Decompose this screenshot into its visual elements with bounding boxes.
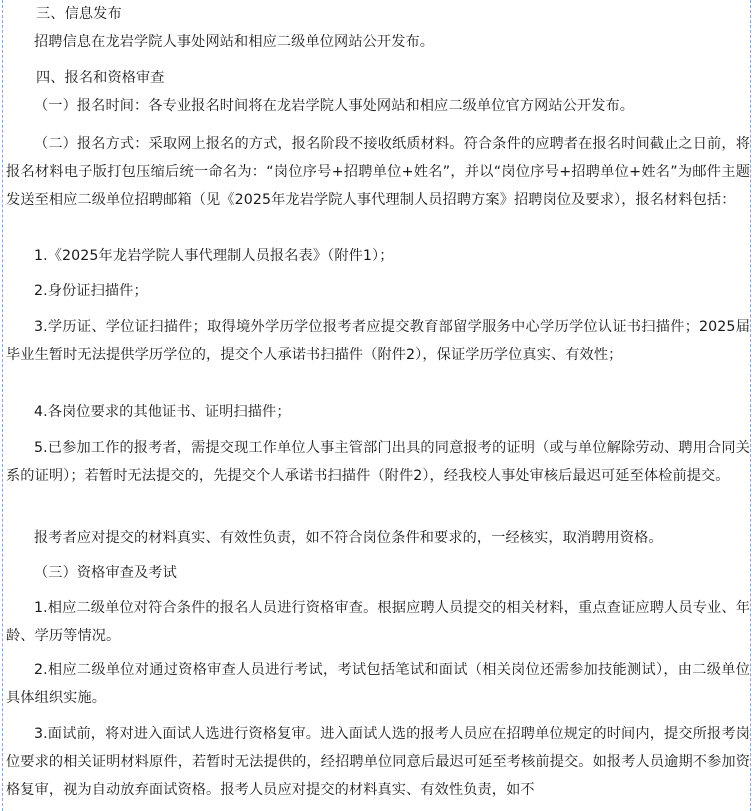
exam-item-2: 2.相应二级单位对通过资格审查人员进行考试，考试包括笔试和面试（相关岗位还需参加技能测试），由二级单位具体组织实施。	[6, 662, 750, 706]
material-item-5: 5.已参加工作的报考者，需提交现工作单位人事主管部门出具的同意报考的证明（或与单位解除劳动、聘用合同关系的证明）；若暂时无法提交的，先提交个人承诺书扫描件（附件2），经我校人事处审核后最迟可延至体检前提交。	[6, 440, 750, 484]
table-border-left	[2, 0, 3, 811]
material-item-4: 4.各岗位要求的其他证书、证明扫描件；	[34, 404, 291, 420]
table-border-right	[750, 0, 751, 811]
review-exam-heading: （三）资格审查及考试	[34, 565, 177, 581]
exam-item-1: 1.相应二级单位对符合条件的报名人员进行资格审查。根据应聘人员提交的相关材料，重点查证应聘人员专业、年龄、学历等情况。	[6, 600, 750, 644]
section3-heading: 三、信息发布	[36, 6, 122, 22]
registration-method: （二）报名方式：采取网上报名的方式，报名阶段不接收纸质材料。符合条件的应聘者在报名时间截止之日前，将报名材料电子版打包压缩后统一命名为：“岗位序号+招聘单位+姓名”，并以“岗位序号+招聘单位+姓名”为邮件主题发送至相应二级单位招聘邮箱（见《2025年龙岩学院人事代理制人员招聘方案》招聘岗位及要求），报名材料包括：	[6, 136, 750, 208]
exam-item-3: 3.面试前，将对进入面试人选进行资格复审。进入面试人选的报考人员应在招聘单位规定的时间内，提交所报考岗位要求的相关证明材料原件，若暂时无法提供的，经招聘单位同意后最迟可延至考核前提交。如报考人员逾期不参加资格复审，视为自动放弃面试资格。报考人员应对提交的材料真实、有效性负责，如不	[6, 726, 750, 798]
material-item-2: 2.身份证扫描件；	[34, 283, 148, 299]
registration-time: （一）报名时间：各专业报名时间将在龙岩学院人事处网站和相应二级单位官方网站公开发布。	[34, 98, 635, 114]
material-item-3: 3.学历证、学位证扫描件；取得境外学历学位报考者应提交教育部留学服务中心学历学位认证书扫描件；2025届毕业生暂时无法提供学历学位的，提交个人承诺书扫描件（附件2），保证学历学位真实、有效性；	[6, 319, 750, 363]
section4-heading: 四、报名和资格审查	[36, 70, 165, 86]
material-item-1: 1.《2025年龙岩学院人事代理制人员报名表》（附件1）；	[34, 248, 394, 264]
applicant-note: 报考者应对提交的材料真实、有效性负责，如不符合岗位条件和要求的，一经核实，取消聘用资格。	[34, 530, 663, 546]
section3-body: 招聘信息在龙岩学院人事处网站和相应二级单位网站公开发布。	[34, 34, 435, 50]
